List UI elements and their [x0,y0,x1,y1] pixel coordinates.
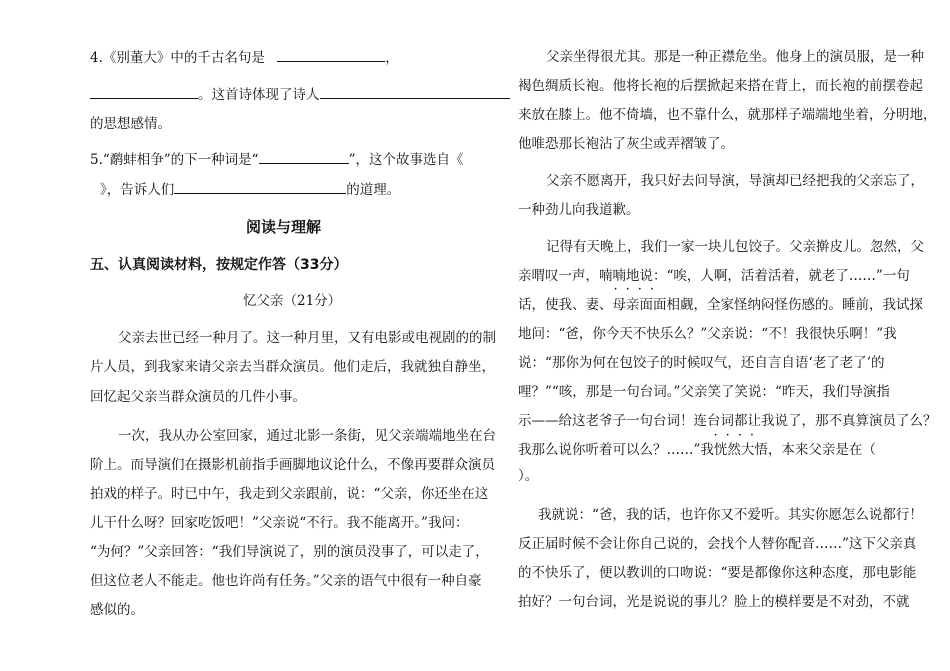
right-line-16: 我就说：“爸，我的话，也许你又不爱听。其实你愿怎么说都行！ [538,507,923,523]
left-line-9: 但这位老人不能走。他也许尚有任务。”父亲的语气中很有一种自豪 [90,573,482,589]
right-line-18: 的不快乐了，便以教训的口吻说：“要是都像你这种态度，那电影能 [518,565,917,581]
right-line-14: 我那么说你听着可以么？……”我恍然大悟，本来父亲是在（ [518,442,876,458]
q4-blank-2[interactable] [90,85,198,99]
left-line-5: 阶上。而导演们在摄影机前指手画脚地议论什么，不像再要群众演员 [90,457,495,473]
q4-blank-3[interactable] [320,85,510,99]
emphasis-dots-2: ···· [714,431,763,441]
right-line-1: 父亲坐得很尤其。那是一种正襟危坐。他身上的演员服，是一种 [546,49,924,65]
right-line-5: 父亲不愿离开，我只好去问导演，导演却已经把我的父亲忘了， [546,173,924,189]
right-line-9: 话，使我、妻、母亲面面相觑，全家怪纳闷怪伤感的。睡前，我试探 [518,297,923,313]
left-line-4: 一次，我从办公室回家，通过北影一条街，见父亲端端地坐在台 [118,428,496,444]
right-line-17: 反正届时候不会让你自己说的，会找个人替你配音……”这下父亲真 [518,536,917,552]
q5-text-c: 》，告诉人们 [100,182,175,198]
q4-line-2 [90,85,510,104]
q5-line-2 [100,180,400,199]
right-line-15: ）。 [518,468,539,484]
left-line-2: 片人员，到我家来请父亲去当群众演员。他们走后，我就独自静坐， [90,359,495,375]
left-line-1: 父亲去世已经一种月了。这一种月里，又有电影或电视剧的的制 [118,330,496,346]
emphasis-dots-1: ···· [614,285,663,295]
q5-blank-2[interactable] [174,180,346,194]
right-line-11: 说：“那你为何在包饺子的时候叹气，还自言自语‘老了老了’的 [518,355,885,371]
right-line-7: 记得有天晚上，我们一家一块儿包饺子。父亲擀皮儿。忽然，父 [546,239,924,255]
right-line-19: 拍好？一句台词，光是说说的事儿？脸上的模样要是不对劲，不就 [518,594,910,610]
right-line-3: 来放在膝上。他不倚墙，也不靠什么，就那样子端端地坐着，分明地， [518,107,937,123]
left-line-8: “为何？”父亲回答：“我们导演说了，别的演员没事了，可以走了， [90,544,489,560]
right-line-12: 哩？”“咳，那是一句台词。”父亲笑了笑说：“昨天，我们导演指 [518,384,890,400]
q4-comma: ， [385,50,399,66]
q4-line-1 [90,48,399,67]
left-line-10: 感似的。 [90,602,144,618]
q5-blank-1[interactable] [259,150,349,164]
q4-text: 4.《别董大》中的千古名句是 [90,50,265,66]
right-line-4: 他唯恐那长袍沾了灰尘或弄褶皱了。 [518,136,734,152]
right-line-8: 亲喟叹一声，喃喃地说：“唉，人啊，活着活着，就老了……”一句 [518,268,910,284]
q4-line-3: 的思想感情。 [90,116,171,132]
q5-text-a: 5.“鹬蚌相争”的下一种词是“ [90,152,259,168]
section-5-title: 五、认真阅读材料，按规定作答（33分） [90,257,348,273]
q5-text-d: 的道理。 [346,182,401,198]
q5-line-1 [90,150,464,169]
left-line-7: 儿干什么呀？回家吃饭吧！”父亲说“不行。我不能离开。”我问： [90,515,469,531]
right-line-6: 一种劲儿向我道歉。 [518,202,640,218]
q4-text-2: 。这首诗体现了诗人 [198,87,320,103]
right-line-10: 地问：“爸，你今天不快乐么？”父亲说：“不！我很快乐啊！”我 [518,326,897,342]
section-heading: 阅读与理解 [246,218,322,236]
left-line-3: 回忆起父亲当群众演员的几件小事。 [90,389,306,405]
q5-text-b: ”，这个故事选自《 [348,152,464,168]
q4-blank-1[interactable] [277,48,385,62]
right-line-2: 褐色绸质长袍。他将长袍的后摆掀起来搭在背上，而长袍的前摆卷起 [518,78,923,94]
passage-title: 忆父亲（21分） [243,293,342,309]
right-line-13: 示——给这老爷子一句台词！连台词都让我说了，那不真算演员了么？ [518,413,937,429]
left-line-6: 拍戏的样子。时已中午，我走到父亲跟前，说：“父亲，你还坐在这 [90,486,489,502]
